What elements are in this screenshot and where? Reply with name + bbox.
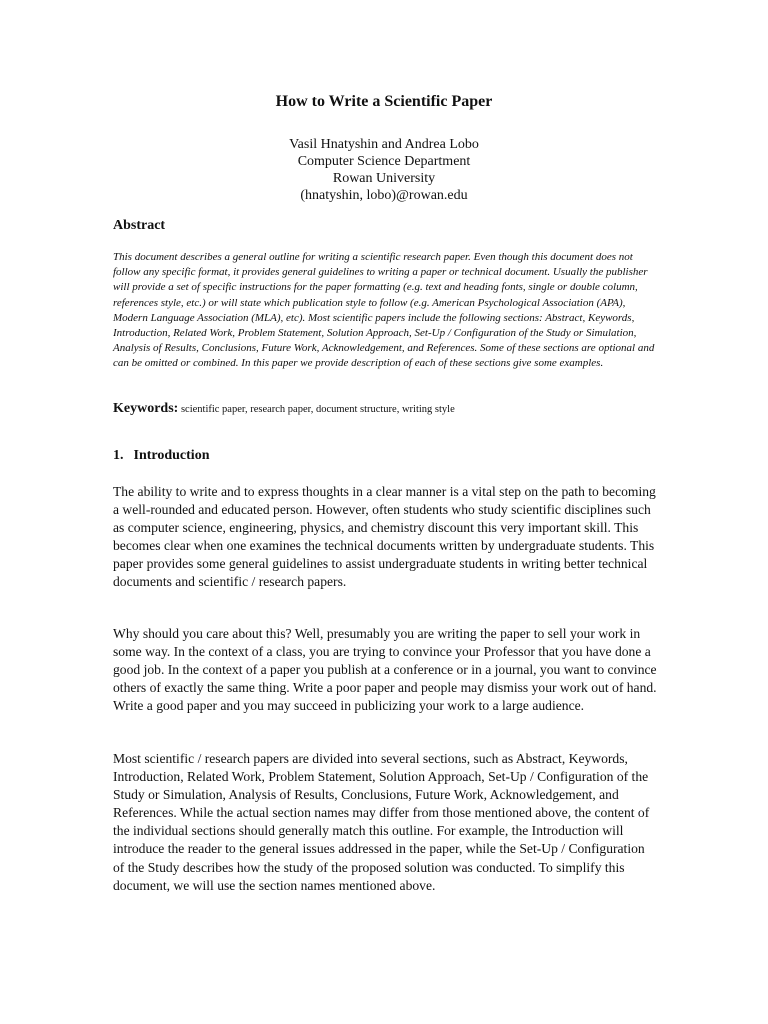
keywords-line (113, 400, 658, 419)
section-title: Introduction (133, 448, 210, 463)
body-paragraph: Most scientific / research papers are divided into several sections, such as Abstract, Keywords, Introduction, Related Work, Problem Statement, Solution Approach, Set-Up / Configuration of the Study or Simulation, Analysis of Results, Conclusions, Future Work, Acknowledgement, and References. While the actual section names may differ from those mentioned above, the content of the individual sections should generally match this outline. For example, the Introduction will introduce the reader to the general issues addressed in the paper, while the Set-Up / Configuration of the Study describes how the study of the proposed solution was conducted. To simplify this document, we will use the section names mentioned above. (113, 751, 650, 893)
author-names: Vasil Hnatyshin and Andrea Lobo (289, 137, 479, 152)
paper-title: How to Write a Scientific Paper (275, 93, 493, 110)
author-block (0, 136, 768, 204)
abstract-heading: Abstract (113, 218, 166, 233)
body-paragraph: Why should you care about this? Well, presumably you are writing the paper to sell your work in some way. In the context of a class, you are trying to convince your Professor that you have done a good job. In the context of a paper you publish at a conference or in a journal, you want to convince others of exactly the same thing. Write a poor paper and people may dismiss your work out of hand. Write a good paper and you may succeed in publicizing your work to a large audience. (113, 626, 657, 714)
author-university: Rowan University (332, 171, 436, 186)
body-paragraph: The ability to write and to express thoughts in a clear manner is a vital step on the path to becoming a well-rounded and educated person. However, often students who study scientific disciplines such as computer science, engineering, physics, and chemistry discount this very important skill. This becomes clear when one examines the technical documents written by undergraduate students. This paper provides some general guidelines to assist undergraduate students in writing better technical documents and scientific / research papers. (113, 484, 656, 590)
author-email: (hnatyshin, lobo)@rowan.edu (300, 188, 468, 203)
keywords-text: scientific paper, research paper, document structure, writing style (180, 404, 455, 415)
abstract-text: This document describes a general outline for writing a scientific research paper. Even though this document does not follow any specific format, it provides general guidelines to writing a paper or technical document. Usually the publisher will provide a set of specific instructions for the paper formatting (e.g. text and heading fonts, single or double column, references style, etc.) or will state which publication style to follow (e.g. American Psychological Association (APA), Modern Language Association (MLA), etc). Most scientific papers include the following sections: Abstract, Keywords, Introduction, Related Work, Problem Statement, Solution Approach, Set-Up / Configuration of the Study or Simulation, Analysis of Results, Conclusions, Future Work, Acknowledgement, and References. Some of these sections are optional and can be omitted or combined. In this paper we provide description of each of these sections give some examples. (113, 251, 655, 370)
section-number: 1. (113, 448, 124, 463)
keywords-label: Keywords: (113, 401, 179, 416)
section-heading-introduction (113, 448, 209, 464)
author-department: Computer Science Department (297, 154, 471, 169)
